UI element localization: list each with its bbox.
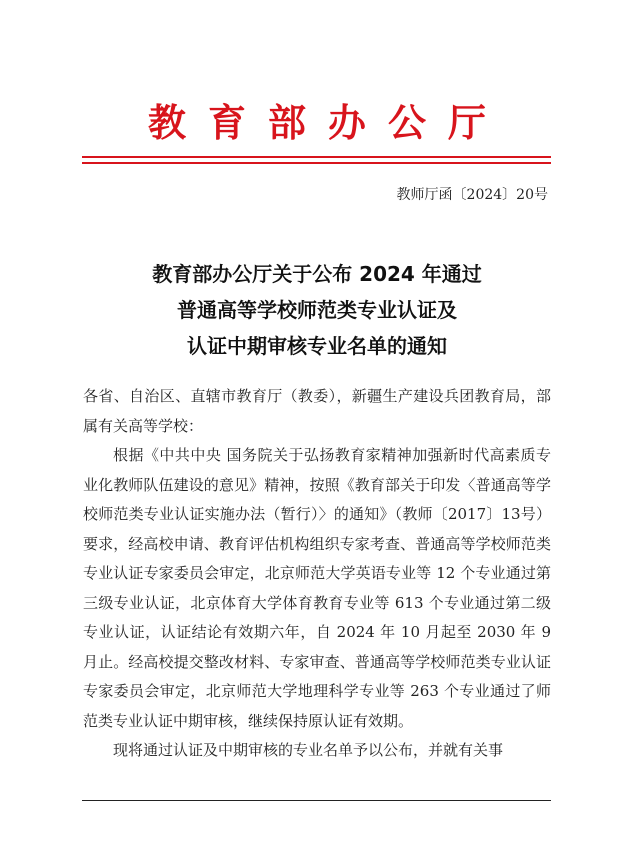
document-title [0,256,634,364]
page-bottom-rule [82,800,551,801]
title-line-1: 教育部办公厅关于公布 2024 年通过 [152,262,482,286]
body-paragraph-1: 根据《中共中央 国务院关于弘扬教育家精神加强新时代高素质专业化教师队伍建设的意见》精神，按照《教育部关于印发〈普通高等学校师范类专业认证实施办法（暂行）〉的通知》（教师〔2017〕13号）要求，经高校申请、教育评估机构组织专家考查、普通高等学校师范类专业认证专家委员会审定，北京师范大学英语专业等 12 个专业通过第三级专业认证，北京体育大学体育教育专业等 613 个专业通过第二级专业认证，认证结论有效期六年，自 2024 年 10 月起至 2030 年 9 月止。经高校提交整改材料、专家审查、普通高等学校师范类专业认证专家委员会审定，北京师范大学地理科学专业等 263 个专业通过了师范类专业认证中期审核，继续保持原认证有效期。 [83,446,551,730]
body-paragraph-2: 现将通过认证及中期审核的专业名单予以公布，并就有关事 [113,741,504,759]
red-rule-top [82,156,551,158]
addressee: 各省、自治区、直辖市教育厅（教委），新疆生产建设兵团教育局，部属有关高等学校： [83,387,551,435]
title-line-2: 普通高等学校师范类专业认证及 [177,298,457,322]
red-rule-bottom [82,162,551,164]
title-line-3: 认证中期审核专业名单的通知 [187,334,447,358]
document-number: 教师厅函〔2024〕20号 [396,187,548,203]
document-body [83,382,551,766]
issuer-header: 教育部办公厅 [147,100,508,145]
